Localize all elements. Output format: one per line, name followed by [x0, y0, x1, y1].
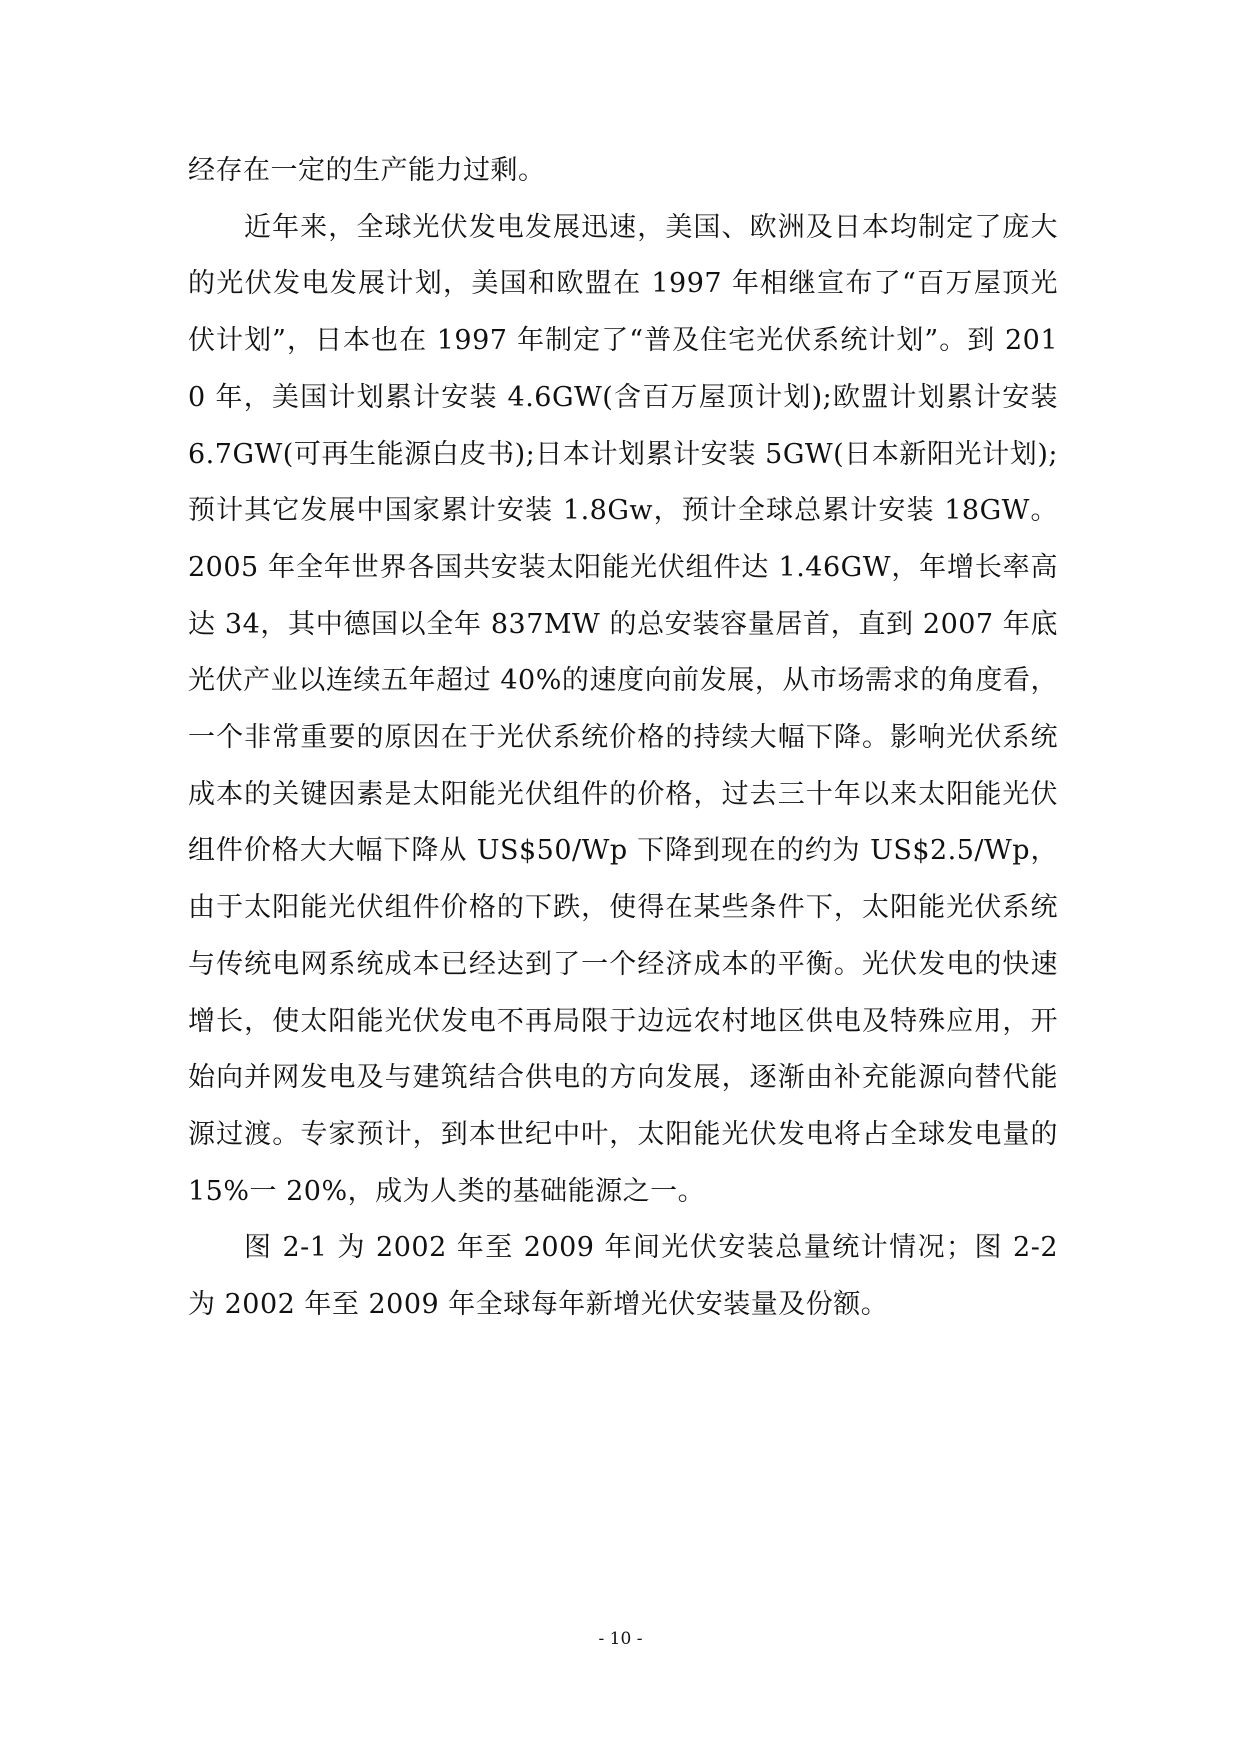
paragraph-figure-reference: 图 2-1 为 2002 年至 2009 年间光伏安装总量统计情况；图 2-2 为 2002 年至 2009 年全球每年新增光伏安装量及份额。	[188, 1232, 1058, 1321]
paragraph-pv-development: 近年来，全球光伏发电发展迅速，美国、欧洲及日本均制定了庞大的光伏发电发展计划，美国和欧盟在 1997 年相继宣布了“百万屋顶光伏计划”，日本也在 1997 年制定了“普及住宅光伏系统计划”。到 2010 年，美国计划累计安装 4.6GW(含百万屋顶计划);欧盟计划累计安装 6.7GW(可再生能源白皮书);日本计划累计安装 5GW(日本新阳光计划);预计其它发展中国家累计安装 1.8Gw，预计全球总累计安装 18GW。2005 年全年世界各国共安装太阳能光伏组件达 1.46GW，年增长率高达 34，其中德国以全年 837MW 的总安装容量居首，直到 2007 年底光伏产业以连续五年超过 40%的速度向前发展，从市场需求的角度看，一个非常重要的原因在于光伏系统价格的持续大幅下降。影响光伏系统成本的关键因素是太阳能光伏组件的价格，过去三十年以来太阳能光伏组件价格大大幅下降从 US$50/Wp 下降到现在的约为 US$2.5/Wp，由于太阳能光伏组件价格的下跌，使得在某些条件下，太阳能光伏系统与传统电网系统成本已经达到了一个经济成本的平衡。光伏发电的快速增长，使太阳能光伏发电不再局限于边远农村地区供电及特殊应用，开始向并网发电及与建筑结合供电的方向发展，逐渐由补充能源向替代能源过渡。专家预计，到本世纪中叶，太阳能光伏发电将占全球发电量的 15%一 20%，成为人类的基础能源之一。	[188, 211, 1058, 1207]
page-number: - 10 -	[598, 1629, 643, 1649]
paragraph-continued: 经存在一定的生产能力过剩。	[188, 155, 546, 186]
page-body	[188, 143, 1058, 1334]
